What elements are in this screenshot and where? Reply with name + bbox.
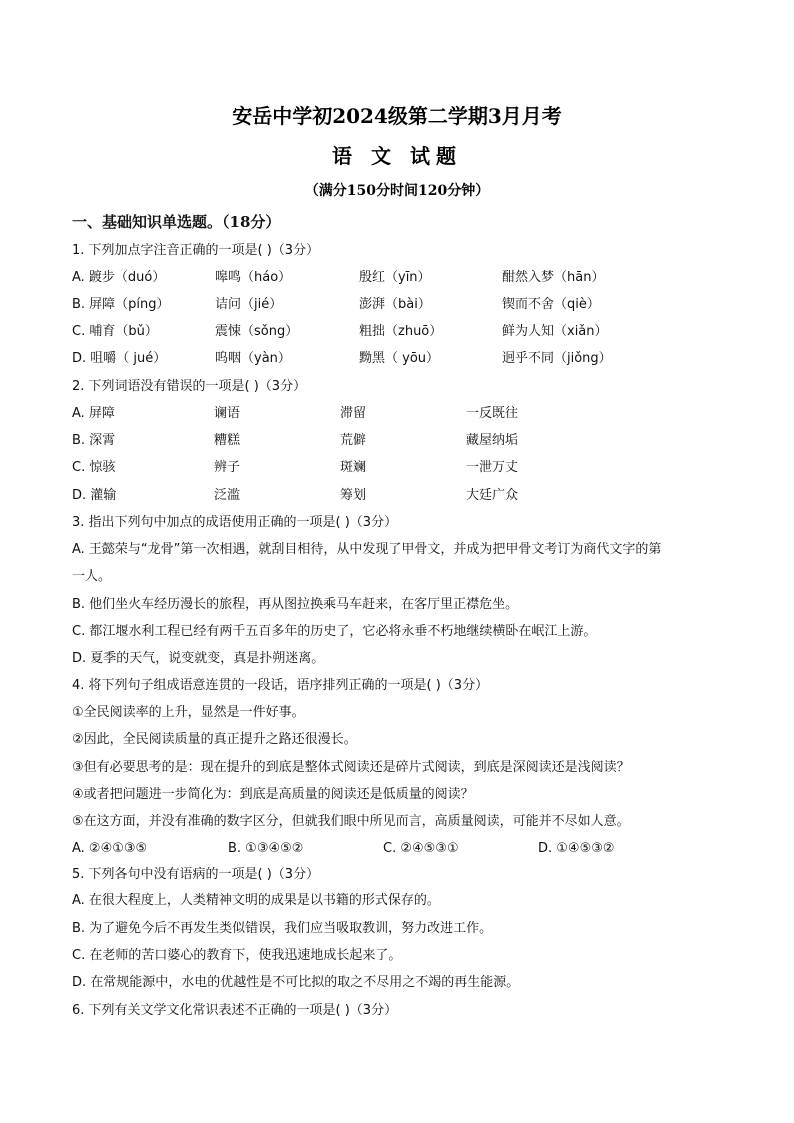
question-3-option-a-cont: 一人。 <box>72 569 112 584</box>
option-cell: A. ②④①③⑤ <box>72 841 148 856</box>
option-cell: 荒僻 <box>340 433 367 448</box>
exam-title: 安岳中学初2024级第二学期3月月考 <box>232 104 562 128</box>
question-1-option-row <box>72 269 732 287</box>
option-cell: B. ①③④⑤② <box>228 841 304 856</box>
option-cell: A. 屏障 <box>72 406 115 421</box>
option-cell: 泛滥 <box>214 488 241 503</box>
question-1-option-row <box>72 323 732 341</box>
question-5-stem: 5. 下列各句中没有语病的一项是( )（3分） <box>72 867 320 882</box>
question-4-sentence-3: ③但有必要思考的是：现在提升的到底是整体式阅读还是碎片式阅读，到底是深阅读还是浅阅读？ <box>72 760 630 775</box>
option-cell: B. 屏障（píng） <box>72 297 170 312</box>
option-cell: D. 灌输 <box>72 488 117 503</box>
option-cell: 筹划 <box>340 488 367 503</box>
option-cell: A. 踱步（duó） <box>72 270 166 285</box>
option-cell: 迥乎不同（jiǒng） <box>502 351 612 366</box>
option-cell: C. 哺育（bǔ） <box>72 324 158 339</box>
option-cell: 呜咽（yàn） <box>215 351 291 366</box>
question-4-sentence-5: ⑤在这方面，并没有准确的数字区分，但就我们眼中所见而言，高质量阅读，可能并不尽如人意。 <box>72 814 630 829</box>
question-4-sentence-1: ①全民阅读率的上升，显然是一件好事。 <box>72 705 305 720</box>
question-6-stem: 6. 下列有关文学文化常识表述不正确的一项是( )（3分） <box>72 1003 398 1018</box>
option-cell: 殷红（yīn） <box>359 270 431 285</box>
exam-meta: （满分150分时间120分钟） <box>304 183 490 199</box>
option-cell: C. ②④⑤③① <box>383 841 459 856</box>
section-heading: 一、基础知识单选题。（18分） <box>72 213 281 231</box>
option-cell: 鲜为人知（xiǎn） <box>502 324 608 339</box>
option-cell: 一反既往 <box>466 406 519 421</box>
option-cell: 黝黑（ yōu） <box>359 351 440 366</box>
question-2-option-row <box>72 459 732 477</box>
question-2-option-row <box>72 432 732 450</box>
option-cell: 藏屋纳垢 <box>466 433 519 448</box>
option-cell: 诘问（jié） <box>215 297 283 312</box>
option-cell: 嗥鸣（háo） <box>215 270 292 285</box>
option-cell: 斑斓 <box>340 460 367 475</box>
question-4-sentence-2: ②因此，全民阅读质量的真正提升之路还很漫长。 <box>72 732 357 747</box>
question-3-option-b: B. 他们坐火车经历漫长的旅程，再从图拉换乘马车赶来，在客厅里正襟危坐。 <box>72 597 519 612</box>
exam-subject: 语 文 试题 <box>332 144 462 168</box>
question-1-option-row <box>72 296 732 314</box>
question-5-option-c: C. 在老师的苦口婆心的教育下，使我迅速地成长起来了。 <box>72 948 402 963</box>
option-cell: 大廷广众 <box>466 488 519 503</box>
question-5-option-a: A. 在很大程度上，人类精神文明的成果是以书籍的形式保存的。 <box>72 893 440 908</box>
question-3-option-a: A. 王懿荣与“龙骨”第一次相遇，就刮目相待，从中发现了甲骨文，并成为把甲骨文考订为商代文字的第 <box>72 542 662 557</box>
option-cell: 澎湃（bài） <box>359 297 431 312</box>
option-cell: 酣然入梦（hān） <box>502 270 605 285</box>
question-3-option-c: C. 都江堰水利工程已经有两千五百多年的历史了，它必将永垂不朽地继续横卧在岷江上游。 <box>72 624 597 639</box>
option-cell: 谰语 <box>214 406 241 421</box>
option-cell: 糟糕 <box>214 433 241 448</box>
question-2-option-row <box>72 487 732 505</box>
question-5-option-b: B. 为了避免今后不再发生类似错误，我们应当吸取教训，努力改进工作。 <box>72 921 493 936</box>
option-cell: 滞留 <box>340 406 367 421</box>
question-3-stem: 3. 指出下列句中加点的成语使用正确的一项是( )（3分） <box>72 515 398 530</box>
question-2-option-row <box>72 405 732 423</box>
question-4-sentence-4: ④或者把问题进一步简化为：到底是高质量的阅读还是低质量的阅读？ <box>72 787 474 802</box>
question-4-options <box>72 840 732 858</box>
option-cell: D. ①④⑤③② <box>538 841 615 856</box>
question-3-option-d: D. 夏季的天气，说变就变，真是扑朔迷离。 <box>72 651 325 666</box>
question-4-stem: 4. 将下列句子组成语意连贯的一段话，语序排列正确的一项是( )（3分） <box>72 678 489 693</box>
option-cell: 锲而不舍（qiè） <box>502 297 600 312</box>
question-2-stem: 2. 下列词语没有错误的一项是( )（3分） <box>72 379 307 394</box>
question-5-option-d: D. 在常规能源中，水电的优越性是不可比拟的取之不尽用之不竭的再生能源。 <box>72 975 520 990</box>
option-cell: 一泄万丈 <box>466 460 519 475</box>
question-1-option-row <box>72 350 732 368</box>
question-1-stem: 1. 下列加点字注音正确的一项是( )（3分） <box>72 243 320 258</box>
option-cell: 辨子 <box>214 460 241 475</box>
option-cell: C. 惊骇 <box>72 460 116 475</box>
option-cell: 震悚（sǒng） <box>215 324 299 339</box>
option-cell: B. 深霄 <box>72 433 116 448</box>
option-cell: 粗拙（zhuō） <box>359 324 443 339</box>
option-cell: D. 咀嚼（ jué） <box>72 351 167 366</box>
